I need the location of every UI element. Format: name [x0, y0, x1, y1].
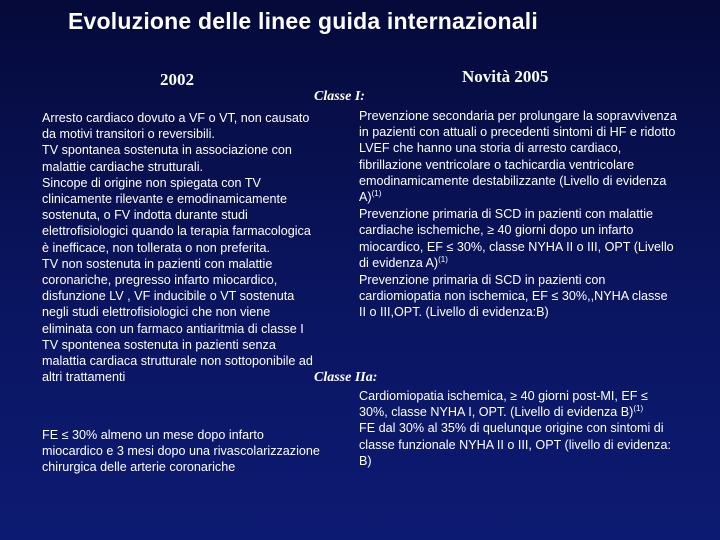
text-line: cardiache ischemiche, ≥ 40 giorni dopo un infarto — [359, 223, 634, 238]
text-line: chirurgica delle arterie coronariche — [42, 460, 236, 475]
text-line: TV spontenea sostenuta in pazienti senza — [42, 337, 276, 352]
column-header-2002: 2002 — [160, 70, 194, 89]
text-line: emodinamicamente destabilizzante (Livello di evidenza — [359, 173, 667, 188]
text-line: Prevenzione primaria di SCD in pazienti con — [359, 273, 606, 288]
text-line: classe funzionale NYHA II o III, OPT (livello di evidenza: — [359, 437, 671, 452]
text-line: 30%, classe NYHA I, OPT. (Livello di evidenza B) — [359, 405, 634, 420]
text-line: eliminata con un farmaco antiaritmia di classe I — [42, 321, 304, 336]
right-class-i-item-3 — [359, 272, 715, 321]
text-line: FE dal 30% al 35% di quelunque origine con sintomi di — [359, 421, 664, 436]
right-class-iia-text — [359, 388, 715, 469]
text-line: TV non sostenuta in pazienti con malattie — [42, 256, 273, 271]
text-line: FE ≤ 30% almeno un mese dopo infarto — [42, 428, 264, 442]
text-line: Prevenzione secondaria per prolungare la sopravvivenza — [359, 109, 677, 123]
text-line: II o III,OPT. (Livello di evidenza:B) — [359, 305, 549, 320]
right-class-i-item-1 — [359, 108, 715, 205]
reference-mark: (1) — [438, 254, 448, 264]
text-line: Arresto cardiaco dovuto a VF o VT, non causato — [42, 111, 310, 125]
text-line: B) — [359, 453, 372, 468]
text-line: di evidenza A) — [359, 255, 439, 270]
reference-mark: (1) — [371, 188, 382, 198]
text-line: cardiomiopatia non ischemica, EF ≤ 30%,,NYHA classe — [359, 289, 668, 304]
text-line: sostenuta, o FV indotta durante studi — [42, 208, 248, 223]
class-i-label: Classe I: — [314, 89, 365, 104]
right-class-iia-item-2 — [359, 420, 715, 469]
text-line: Cardiomiopatia ischemica, ≥ 40 giorni post-MI, EF ≤ — [359, 389, 648, 403]
text-line: clinicamente rilevante e emodinamicamente — [42, 192, 288, 207]
text-line: Sincope di origine non spiegata con TV — [42, 175, 261, 190]
text-line: elettrofisiologici quando la terapia farmacologica — [42, 224, 311, 239]
right-class-i-item-2 — [359, 206, 715, 271]
right-class-iia-item-1 — [359, 388, 715, 420]
text-line: malattie cardiache strutturali. — [42, 159, 203, 174]
text-line: disfunzione LV , VF inducibile o VT sostenuta — [42, 289, 295, 304]
text-line: coronariche, pregresso infarto miocardico, — [42, 273, 278, 288]
text-line: TV spontanea sostenuta in associazione con — [42, 143, 292, 158]
text-line: in pazienti con attuali o precedenti sintomi di HF e ridotto — [359, 125, 676, 140]
text-line: malattia cardiaca strutturale non sottoponibile ad — [42, 354, 313, 369]
text-line: LVEF che hanno una storia di arresto cardiaco, — [359, 141, 622, 156]
text-line: da motivi transitori o reversibili. — [42, 127, 215, 142]
text-line: è inefficace, non tollerata o non preferita. — [42, 240, 271, 255]
text-line: fibrillazione ventricolare o tachicardia ventricolare — [359, 157, 635, 172]
left-class-i-text — [42, 110, 362, 385]
slide-title: Evoluzione delle linee guida internazionali — [68, 8, 538, 34]
left-class-iia-text — [42, 427, 362, 476]
reference-mark: (1) — [633, 404, 644, 414]
right-class-i-text — [359, 108, 715, 321]
column-header-novita-2005: Novità 2005 — [462, 67, 549, 86]
text-line: Prevenzione primaria di SCD in pazienti con malattie — [359, 207, 653, 222]
text-line: altri trattamenti — [42, 370, 126, 385]
text-line: negli studi elettrofisiologici che non viene — [42, 305, 271, 320]
text-line: miocardico e 3 mesi dopo una rivascolarizzazione — [42, 444, 320, 459]
text-line: A) — [359, 190, 372, 205]
class-iia-label: Classe IIa: — [314, 370, 378, 385]
text-line: miocardico, EF ≤ 30%, classe NYHA II o III, OPT (Livello — [359, 239, 674, 254]
